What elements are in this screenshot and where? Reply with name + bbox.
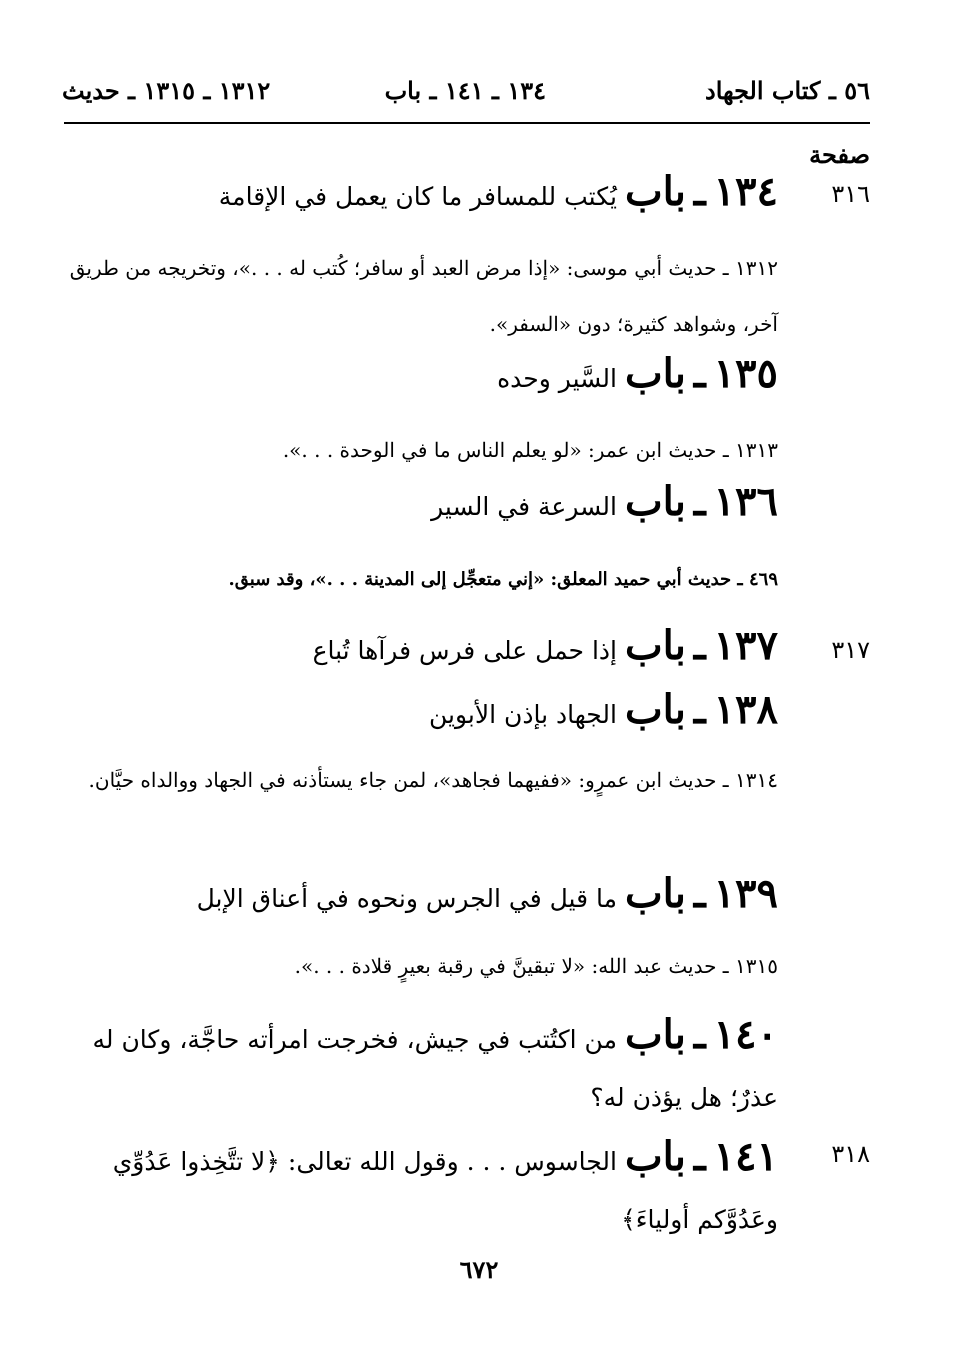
- hadith-entry: ١٣١٥ ـ حديث عبد الله: «لا تبقينَّ في رقبة بعيرٍ قلادة . . .».: [294, 954, 778, 978]
- chapter-heading: ١٣٧ ـ باب إذا حمل على فرس فرآها تُباع: [312, 622, 778, 669]
- chapter-heading: ١٣٩ ـ باب ما قيل في الجرس ونحوه في أعناق الإبل: [196, 870, 778, 917]
- chapter-heading: ١٤٠ ـ باب من اكتُتب في جيش، فخرجت امرأته حاجَّة، وكان له عذرٌ؛ هل يؤذن له؟: [92, 1011, 778, 1112]
- page-ref-317: ٣١٧: [831, 636, 870, 664]
- header-hadith-range: ١٣١٢ ـ ١٣١٥ ـ حديث: [62, 76, 271, 105]
- page-ref-318: ٣١٨: [831, 1140, 870, 1168]
- page-ref-316: ٣١٦: [831, 180, 870, 208]
- cross-reference-note: ٤٦٩ ـ حديث أبي حميد المعلق: «إني متعجِّل إلى المدينة . . .»، وقد سبق.: [228, 569, 778, 590]
- header-chapter-range: ١٣٤ ـ ١٤١ ـ باب: [384, 76, 546, 105]
- hadith-entry: ١٣١٣ ـ حديث ابن عمر: «لو يعلم الناس ما في الوحدة . . .».: [282, 438, 778, 462]
- hadith-entry: ١٣١٤ ـ حديث ابن عمرٍو: «ففيهما فجاهد»، لمن جاء يستأذنه في الجهاد ووالداه حيَّان.: [88, 768, 778, 792]
- header-book-title: ٥٦ ـ كتاب الجهاد: [705, 76, 870, 105]
- chapter-heading: ١٣٨ ـ باب الجهاد بإذن الأبوين: [428, 686, 778, 733]
- hadith-entry: ١٣١٢ ـ حديث أبي موسى: «إذا مرض العبد أو سافر؛ كُتب له . . .»، وتخريجه من طريق آخر، وشواهد كثيرة؛ دون «السفر».: [69, 256, 778, 336]
- chapter-heading: ١٣٥ ـ باب السَّير وحده: [497, 350, 778, 397]
- chapter-heading: ١٤١ ـ باب الجاسوس . . . وقول الله تعالى: ﴿لا تتَّخِذوا عَدُوِّي وعَدُوَّكم أولياءَ﴾: [112, 1133, 778, 1234]
- chapter-heading: ١٣٦ ـ باب السرعة في السير: [431, 478, 778, 525]
- page-number: ٦٧٢: [459, 1255, 499, 1284]
- header-rule: [64, 122, 870, 124]
- chapter-heading: ١٣٤ ـ باب يُكتب للمسافر ما كان يعمل في الإقامة: [218, 168, 778, 215]
- running-header: [62, 70, 870, 110]
- page-column-label: صفحة: [809, 140, 870, 169]
